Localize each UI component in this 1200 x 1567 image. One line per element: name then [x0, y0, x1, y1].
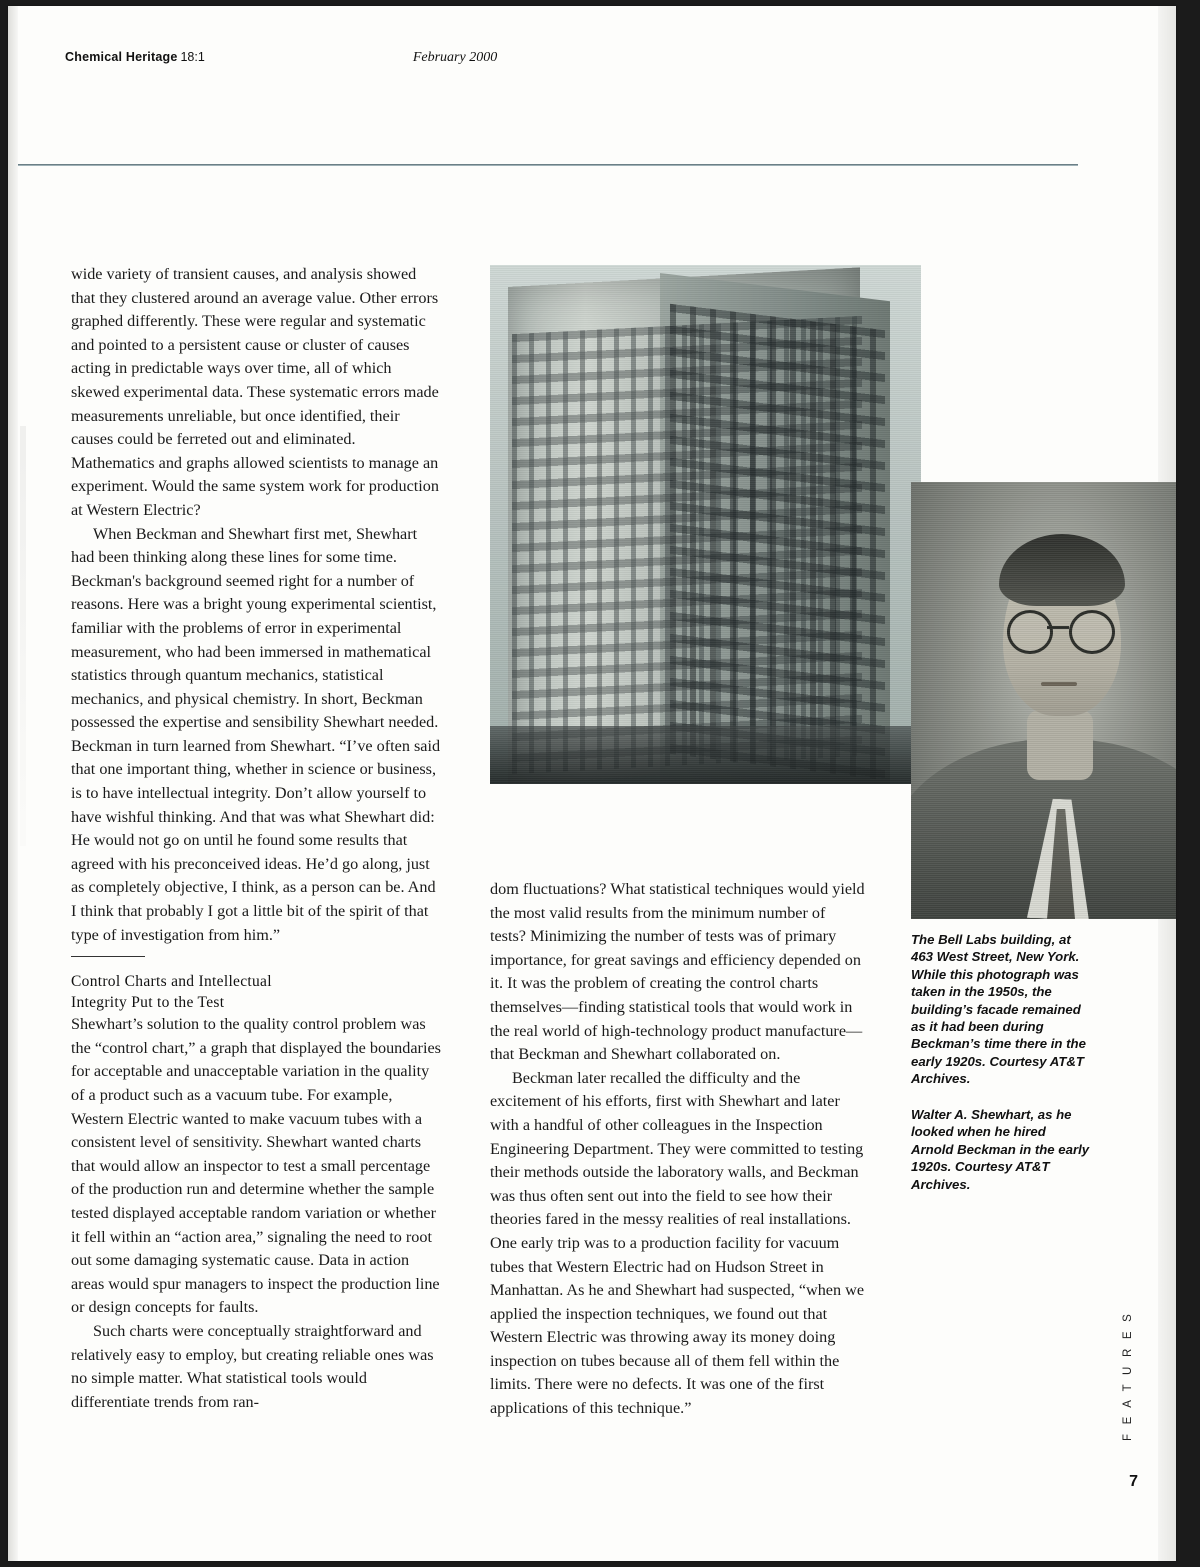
journal-volume: 18:1	[180, 50, 205, 64]
figure-caption-building: The Bell Labs building, at 463 West Street, New York. While this photograph was taken in the 1950s, the building’s facade remained as it had been during Beckman’s time there in the early 1920s. Courtesy AT&T Archives.	[911, 932, 1086, 1087]
section-divider	[71, 956, 145, 957]
section-heading-line-1: Control Charts and Intellectual	[71, 973, 272, 991]
paragraph: Beckman later recalled the difficulty and the excitement of his efforts, first with Shewhart and later with a handful of other colleagues in the Inspection Engineering Department. They were committed to testing their methods outside the laboratory walls, and Beckman was thus often sent out into the field to see how their theories fared in the messy realities of real installations. One early trip was to a production facility for vacuum tubes that Western Electric had on Hudson Street in Manhattan. As he and Shewhart had suspected, “when we applied the inspection techniques, we found out that Western Electric was throwing away its money doing inspection on tubes because all of them fell within the limits. There were no defects. It was one of the first applications of this technique.”	[490, 1068, 865, 1418]
section-heading-line-2: Integrity Put to the Test	[71, 994, 225, 1012]
running-head	[65, 48, 965, 68]
magazine-page	[8, 6, 1176, 1561]
body-column-middle	[490, 878, 865, 1421]
page-number: 7	[1129, 1473, 1138, 1490]
halftone-grain	[911, 482, 1176, 919]
figure-caption-portrait: Walter A. Shewhart, as he looked when he hired Arnold Beckman in the early 1920s. Courtesy AT&T Archives.	[911, 1107, 1090, 1192]
building-street-level	[490, 726, 921, 784]
issue-date: February 2000	[412, 50, 498, 65]
section-heading	[71, 971, 443, 1013]
header-rule-secondary	[18, 165, 1078, 166]
body-column-left	[71, 263, 443, 1414]
section-side-label: F E A T U R E S	[1122, 1311, 1134, 1442]
paragraph: dom fluctuations? What statistical techniques would yield the most valid results from the minimum number of tests? Minimizing the number of tests was of primary importance, for great savings and efficiency depended on it. It was the problem of creating the control charts themselves—finding statistical tools that would work in the real world of high-technology product manufacture—that Beckman and Shewhart collaborated on.	[490, 880, 865, 1064]
shewhart-portrait-photo	[911, 482, 1176, 919]
journal-title: Chemical Heritage	[65, 50, 178, 64]
paragraph: wide variety of transient causes, and analysis showed that they clustered around an average value. Other errors graphed differently. These were regular and systematic and pointed to a persistent cause or cluster of causes acting in predictable ways over time, all of which skewed experimental data. These systematic errors made measurements unreliable, but once identified, their causes could be ferreted out and eliminated. Mathematics and graphs allowed scientists to manage an experiment. Would the same system work for production at Western Electric?	[71, 265, 439, 519]
building-window-grid-right	[670, 304, 885, 780]
margin-bleed-artifact	[20, 426, 26, 846]
bell-labs-building-photo	[490, 265, 921, 784]
page-edge-left	[8, 6, 18, 1561]
paragraph: When Beckman and Shewhart first met, Shewhart had been thinking along these lines for some time. Beckman's background seemed right for a number of reasons. Here was a bright young experimental scientist, familiar with the problems of error in experimental measurement, who had been immersed in mathematical statistics through quantum mechanics, statistical mechanics, and physical chemistry. In short, Beckman possessed the expertise and sensibility Shewhart needed. Beckman in turn learned from Shewhart. “I’ve often said that one important thing, whether in science or business, is to have intellectual integrity. Don’t allow yourself to have wishful thinking. And that was what Shewhart did: He would not go on until he found some results that agreed with his preconceived ideas. He’d go along, just as completely objective, I think, as a person can be. And I think that probably I got a little bit of the spirit of that type of investigation from him.”	[71, 524, 441, 944]
paragraph: Such charts were conceptually straightforward and relatively easy to employ, but creating reliable ones was no simple matter. What statistical tools would differentiate trends from ran-	[71, 1321, 434, 1411]
paragraph: Shewhart’s solution to the quality control problem was the “control chart,” a graph that displayed the boundaries for acceptable and unacceptable variation in the quality of a product such as a vacuum tube. For example, Western Electric wanted to make vacuum tubes with a consistent level of sensitivity. Shewhart wanted charts that would allow an inspector to test a small percentage of the production run and determine whether the sample tested displayed acceptable random variation or whether it fell within an “action area,” signaling the need to root out some damaging systematic cause. Data in action areas would spur managers to inspect the production line or design concepts for faults.	[71, 1015, 441, 1317]
bleedthrough-artifact	[308, 50, 312, 65]
